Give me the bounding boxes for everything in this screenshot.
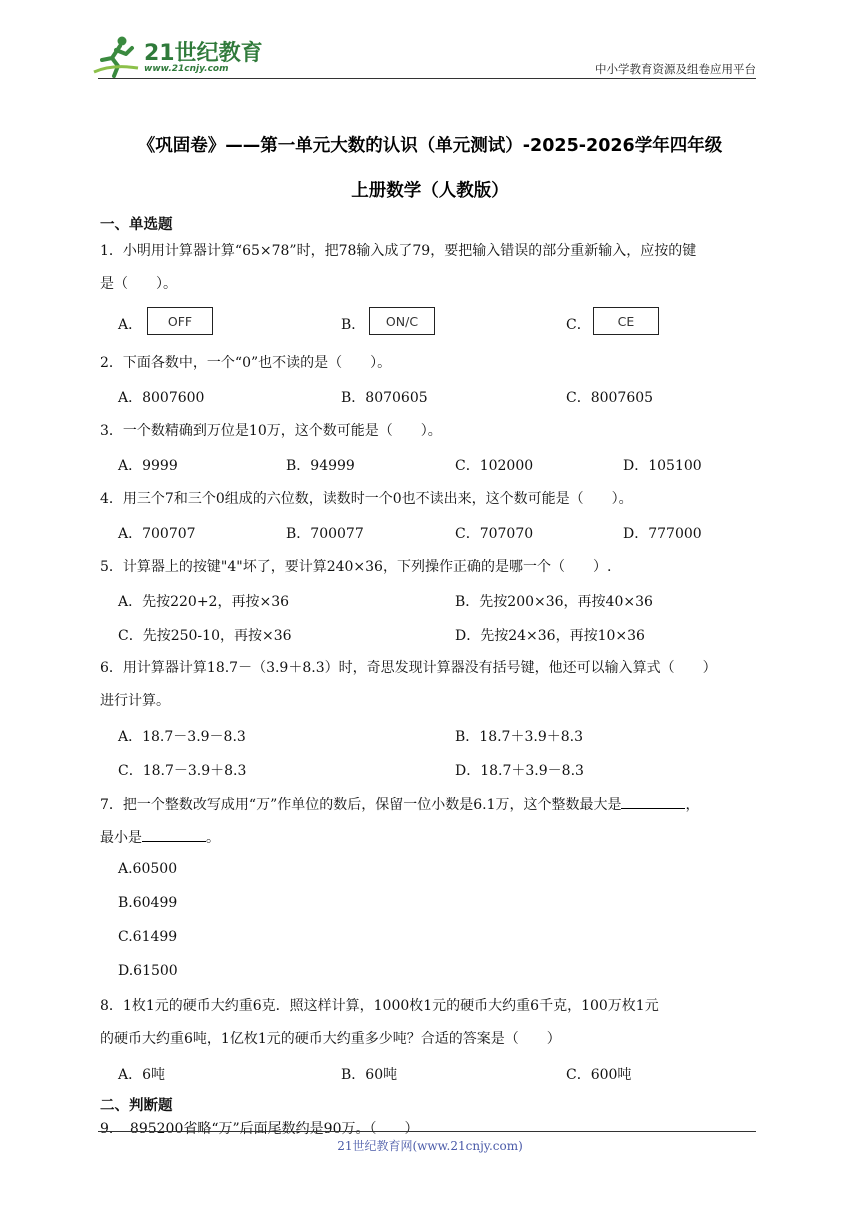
question-2-option-b: B．8070605 [341, 390, 428, 406]
calculator-key-onc: ON/C [369, 307, 435, 335]
question-6-text-cont: 进行计算。 [100, 693, 170, 709]
logo-url: www.21cnjy.com [144, 64, 229, 74]
calculator-key-off: OFF [147, 307, 213, 335]
question-3-text: 3．一个数精确到万位是10万，这个数可能是（ ）。 [100, 423, 442, 439]
question-7-text-part2: ， [685, 797, 700, 813]
question-7-option-d: D.61500 [118, 963, 178, 979]
footer-divider [98, 1131, 756, 1132]
question-1-text-cont: 是（ ）。 [100, 276, 177, 292]
question-7-option-b: B.60499 [118, 895, 178, 911]
question-5-text: 5．计算器上的按键"4"坏了，要计算240×36，下列操作正确的是哪一个（ ）. [100, 559, 612, 575]
question-4-option-c: C．707070 [455, 526, 534, 542]
option-a-label: A． [118, 317, 143, 333]
question-7-text-part3: 最小是 [100, 830, 142, 846]
question-7-text-cont [100, 827, 762, 848]
question-4-option-a: A．700707 [118, 526, 196, 542]
question-3-option-d: D．105100 [623, 458, 702, 474]
question-6-text: 6．用计算器计算18.7－（3.9＋8.3）时，奇思发现计算器没有括号键，他还可以输入算式（ ） [100, 660, 717, 676]
logo-text: 21世纪教育 [144, 41, 263, 66]
header-divider [98, 78, 756, 79]
question-4-text: 4．用三个7和三个0组成的六位数，读数时一个0也不读出来，这个数可能是（ ）。 [100, 491, 633, 507]
question-1-text: 1．小明用计算器计算“65×78”时，把78输入成了79，要把输入错误的部分重新输入，应按的键 [100, 243, 697, 259]
option-c-label: C． [566, 317, 591, 333]
option-b-label: B． [341, 317, 366, 333]
question-7-option-a: A.60500 [118, 861, 178, 877]
section-heading-single-choice: 一、单选题 [100, 217, 173, 233]
question-4-option-b: B．700077 [286, 526, 364, 542]
question-2-text: 2．下面各数中，一个“0”也不读的是（ ）。 [100, 355, 392, 371]
question-7-text-part1: 7．把一个整数改写成用“万”作单位的数后，保留一位小数是6.1万，这个整数最大是 [100, 797, 622, 813]
question-6-option-c: C．18.7－3.9＋8.3 [118, 763, 247, 779]
calculator-key-ce: CE [593, 307, 659, 335]
question-6-option-a: A．18.7－3.9－8.3 [118, 729, 246, 745]
question-8-option-a: A．6吨 [118, 1067, 166, 1083]
question-5-option-a: A．先按220+2，再按×36 [118, 594, 290, 610]
question-5-option-c: C．先按250-10，再按×36 [118, 628, 292, 644]
question-8-option-b: B．60吨 [341, 1067, 398, 1083]
question-3-option-c: C．102000 [455, 458, 534, 474]
document-title-line2: 上册数学（人教版） [351, 181, 509, 201]
question-8-option-c: C．600吨 [566, 1067, 632, 1083]
platform-name: 中小学教育资源及组卷应用平台 [595, 62, 756, 76]
question-3-option-b: B．94999 [286, 458, 355, 474]
question-6-option-d: D．18.7＋3.9－8.3 [455, 763, 584, 779]
footer-link[interactable]: 21世纪教育网(www.21cnjy.com) [337, 1139, 523, 1153]
question-7-text [100, 794, 762, 815]
section-heading-true-false: 二、判断题 [100, 1098, 173, 1114]
question-5-option-b: B．先按200×36，再按40×36 [455, 594, 653, 610]
answer-blank-min[interactable] [142, 827, 206, 842]
question-3-option-a: A．9999 [118, 458, 178, 474]
answer-blank-max[interactable] [621, 794, 685, 809]
runner-logo-icon [92, 34, 142, 78]
site-logo [92, 34, 262, 78]
question-8-text: 8．1枚1元的硬币大约重6克．照这样计算，1000枚1元的硬币大约重6千克，100万枚1元 [100, 998, 659, 1014]
question-2-option-c: C．8007605 [566, 390, 654, 406]
question-9-text: 9． 895200省略“万”后面尾数约是90万。（ ） [100, 1121, 419, 1137]
question-6-option-b: B．18.7＋3.9＋8.3 [455, 729, 583, 745]
question-7-text-part4: 。 [206, 830, 220, 846]
question-5-option-d: D．先按24×36，再按10×36 [455, 628, 645, 644]
document-title-line1: 《巩固卷》——第一单元大数的认识（单元测试）-2025-2026学年四年级 [137, 136, 723, 156]
question-8-text-cont: 的硬币大约重6吨，1亿枚1元的硬币大约重多少吨？合适的答案是（ ） [100, 1031, 561, 1047]
question-7-option-c: C.61499 [118, 929, 178, 945]
question-2-option-a: A．8007600 [118, 390, 205, 406]
question-4-option-d: D．777000 [623, 526, 702, 542]
